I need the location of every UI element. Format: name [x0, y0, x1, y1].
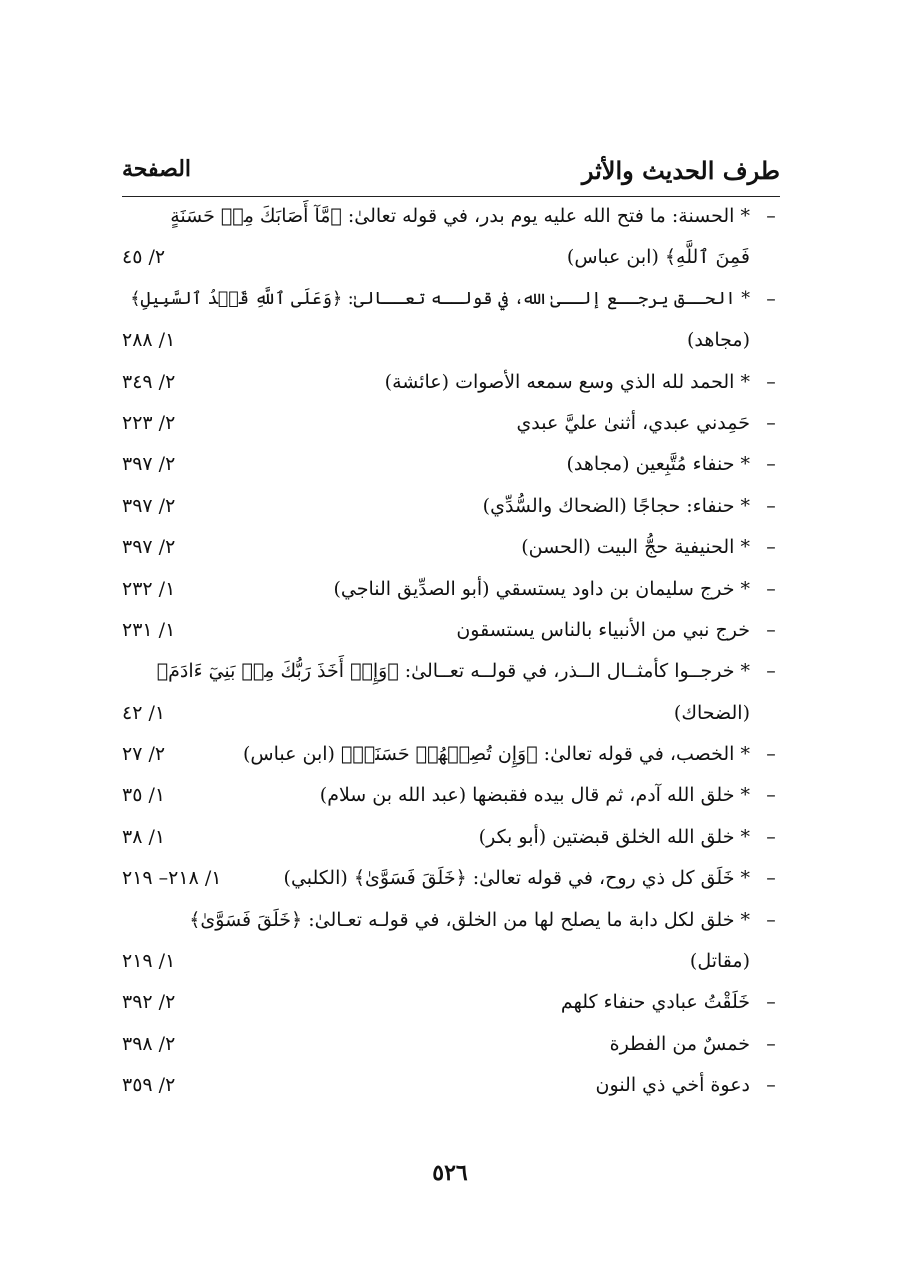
list-item	[122, 858, 780, 899]
page-reference: ١/ ٢٣٢	[122, 577, 176, 600]
bullet-dash: –	[766, 577, 776, 600]
page-reference: ٢/ ٣٥٩	[122, 1074, 176, 1097]
entry-text: * خلق لكل دابة ما يصلح لها من الخلق، في قولـه تعـالىٰ: ﴿خَلَقَ فَسَوَّىٰ﴾	[189, 908, 750, 931]
table-header	[122, 150, 780, 194]
bullet-dash: –	[766, 660, 776, 683]
entry-text: * خرجــوا كأمثــال الــذر، في قولــه تعــالىٰ: ﴿وَإِذۡ أَخَذَ رَبُّكَ مِنۢ بَنِيٓ ءَادَمَ﴾	[156, 660, 750, 683]
list-item	[122, 320, 780, 361]
bullet-dash: –	[766, 287, 776, 310]
page-reference: ٢/ ٣٩٢	[122, 991, 176, 1014]
list-item	[122, 982, 780, 1023]
page-reference: ١/ ٣٥	[122, 784, 166, 807]
entry-text: * خَلَق كل ذي روح، في قوله تعالىٰ: ﴿خَلَقَ فَسَوَّىٰ﴾ (الكلبي)	[283, 867, 750, 890]
list-item	[122, 900, 780, 941]
entry-text: خَلَقْتُ عبادي حنفاء كلهم	[560, 991, 750, 1014]
list-item	[122, 693, 780, 734]
page-reference: ١/ ٢٣١	[122, 618, 176, 641]
page-reference: ١/ ٢١٩	[122, 950, 176, 973]
entry-text: * الحنيفية حجُّ البيت (الحسن)	[521, 536, 750, 559]
list-item	[122, 610, 780, 651]
entry-text: (الضحاك)	[673, 701, 750, 724]
column-title-hadith: طرف الحديث والأثر	[581, 156, 780, 185]
list-item	[122, 569, 780, 610]
page-reference: ١/ ٤٢	[122, 701, 166, 724]
bullet-dash: –	[766, 411, 776, 434]
bullet-dash: –	[766, 494, 776, 517]
page-reference: ٢/ ٢٧	[122, 743, 166, 766]
entry-text: * خرج سليمان بن داود يستسقي (أبو الصدِّيق الناجي)	[333, 577, 750, 600]
list-item	[122, 817, 780, 858]
entry-text: * خلق الله الخلق قبضتين (أبو بكر)	[478, 825, 750, 848]
page-reference: ١/ ٢٨٨	[122, 329, 176, 352]
list-item	[122, 941, 780, 982]
bullet-dash: –	[766, 743, 776, 766]
bullet-dash: –	[766, 205, 776, 227]
entry-text: (مجاهد)	[686, 329, 750, 352]
bullet-dash: –	[766, 453, 776, 476]
entry-text: * حنفاء: حجاجًا (الضحاك والسُّدِّي)	[482, 494, 750, 517]
page-reference: ٢/ ٣٩٧	[122, 453, 176, 476]
page-reference: ٢/ ٣٤٩	[122, 370, 176, 393]
entry-text: * الحسنة: ما فتح الله عليه يوم بدر، في قوله تعالىٰ: ﴿مَّآ أَصَابَكَ مِنۡ حَسَنَةٍ	[170, 205, 750, 227]
page-reference: ٢/ ٣٩٨	[122, 1032, 176, 1055]
index-list	[122, 196, 780, 1107]
page-reference: ٢/ ٣٩٧	[122, 536, 176, 559]
page-reference: ٢/ ٣٩٧	[122, 494, 176, 517]
bullet-dash: –	[766, 536, 776, 559]
entry-text: * خلق الله آدم، ثم قال بيده فقبضها (عبد الله بن سلام)	[319, 784, 750, 807]
entry-text: * حنفاء مُتَّبِعين (مجاهد)	[566, 453, 750, 476]
bullet-dash: –	[766, 1032, 776, 1055]
entry-text: خرج نبي من الأنبياء بالناس يستسقون	[456, 618, 750, 641]
entry-text: فَمِنَ ٱللَّهِ﴾ (ابن عباس)	[566, 246, 750, 269]
entry-text: خمسٌ من الفطرة	[609, 1032, 750, 1055]
bullet-dash: –	[766, 908, 776, 931]
bullet-dash: –	[766, 1074, 776, 1097]
list-item	[122, 444, 780, 485]
list-item	[122, 527, 780, 568]
entry-text: * الحــق يرجــع إلــىٰ الله، في قولــه تعــالىٰ: ﴿وَعَلَى ٱللَّهِ قَصۡدُ ٱلسَّبِيلِ﴾	[130, 288, 750, 309]
entry-text: (مقاتل)	[689, 950, 750, 973]
page-reference: ٢/ ٢٢٣	[122, 411, 176, 434]
entry-text: * الحمد لله الذي وسع سمعه الأصوات (عائشة)	[384, 370, 750, 393]
entry-text: حَمِدني عبدي، أثنىٰ عليَّ عبدي	[516, 411, 750, 434]
list-item	[122, 1065, 780, 1106]
entry-text: دعوة أخي ذي النون	[595, 1074, 750, 1097]
entry-text: * الخصب، في قوله تعالىٰ: ﴿وَإِن تُصِبۡهُمۡ حَسَنَةٞ﴾ (ابن عباس)	[243, 743, 750, 766]
bullet-dash: –	[766, 618, 776, 641]
bullet-dash: –	[766, 867, 776, 890]
list-item	[122, 237, 780, 278]
page-reference: ٢/ ٤٥	[122, 246, 166, 269]
bullet-dash: –	[766, 991, 776, 1014]
bullet-dash: –	[766, 370, 776, 393]
column-title-page: الصفحة	[122, 156, 192, 182]
list-item	[122, 1024, 780, 1065]
list-item	[122, 279, 780, 320]
page-reference: ١/ ٣٨	[122, 825, 166, 848]
list-item	[122, 486, 780, 527]
list-item	[122, 651, 780, 692]
bullet-dash: –	[766, 825, 776, 848]
list-item	[122, 196, 780, 237]
list-item	[122, 403, 780, 444]
bullet-dash: –	[766, 784, 776, 807]
page-reference: ١/ ٢١٨– ٢١٩	[122, 867, 222, 890]
page-number: ٥٢٦	[432, 1160, 468, 1186]
list-item	[122, 734, 780, 775]
list-item	[122, 362, 780, 403]
list-item	[122, 775, 780, 816]
